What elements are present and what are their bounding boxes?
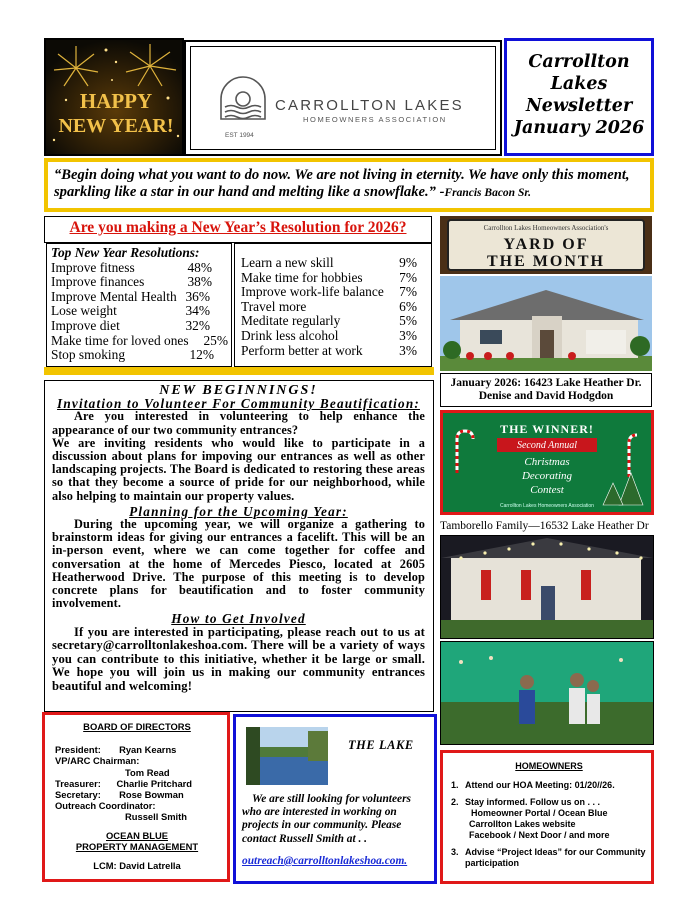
resolution-row: Meditate regularly 5% xyxy=(241,313,417,329)
resolution-row: Lose weight 34% xyxy=(51,303,210,319)
contest-line5: Contest xyxy=(530,484,564,496)
article-paragraph: Are you interested in volunteering to help enhance the appearance of our two community entrances? xyxy=(52,409,425,437)
hny-line2: NEW YEAR! xyxy=(58,115,174,137)
quote-text: “Begin doing what you want to do now. We are not living in eternity. We have only this moment, sparkling like a star in our hand and melting like a snowflake.” - xyxy=(54,167,630,200)
resolution-row: Make time for loved ones 25% xyxy=(51,332,228,348)
logo-name: CARROLLTON LAKES xyxy=(275,97,464,114)
article-heading-1: Invitation to Volunteer For Community Beautification: xyxy=(57,396,420,412)
resolution-row: Travel more 6% xyxy=(241,298,417,314)
outreach-email-link[interactable]: outreach@carrolltonlakeshoa.com. xyxy=(242,855,408,867)
title-line: Carrollton xyxy=(528,52,630,72)
article-paragraph: If you are interested in participating, please reach out to us at secretary@carrolltonlakeshoa.com. There will be a variety of ways you can contribute to this initiative, whether it be large or small. We hope you will join us in making our community entrances beautiful and welcoming! xyxy=(52,624,425,694)
contest-line3: Christmas xyxy=(524,456,570,468)
contest-line2: Second Annual xyxy=(516,440,578,451)
homeowners-heading: HOMEOWNERS xyxy=(515,761,583,771)
yellow-divider xyxy=(44,367,434,375)
fireworks-graphic xyxy=(46,40,184,156)
title-line: January 2026 xyxy=(513,118,645,138)
homeowners-item: 2. Stay informed. Follow us on . . . Homeowner Portal / Ocean Blue Carrollton Lakes website Facebook / Next Door / and more xyxy=(451,797,610,840)
resolution-row: Improve Mental Health 36% xyxy=(51,288,210,304)
newsletter-title xyxy=(504,38,654,156)
lake-photo xyxy=(246,727,328,785)
board-outreach-name: Russell Smith xyxy=(125,811,187,823)
hny-line1: HAPPY xyxy=(79,89,153,113)
resolutions-list-left xyxy=(46,243,232,367)
resolution-row: Improve fitness 48% xyxy=(51,259,212,275)
logo-sub: HOMEOWNERS ASSOCIATION xyxy=(303,115,447,124)
contest-winner-sign xyxy=(440,410,654,515)
hoa-logo xyxy=(191,47,501,155)
resolution-question: Are you making a New Year’s Resolution for 2026? xyxy=(44,216,432,243)
resolution-row: Improve diet 32% xyxy=(51,317,210,333)
quote-box xyxy=(44,158,654,212)
resolution-row: Stop smoking 12% xyxy=(51,347,214,363)
family-photo xyxy=(440,641,654,745)
lake-title: THE LAKE xyxy=(348,738,414,752)
article-heading-2: Planning for the Upcoming Year: xyxy=(129,503,348,519)
board-vp-label: VP/ARC Chairman: xyxy=(55,755,140,767)
resolution-row: Perform better at work 3% xyxy=(241,342,417,358)
hoa-logo-box xyxy=(184,40,502,156)
board-heading: BOARD OF DIRECTORS xyxy=(83,721,191,732)
board-secretary: Secretary: Rose Bowman xyxy=(55,789,184,801)
management-line2: PROPERTY MANAGEMENT xyxy=(75,840,199,852)
homeowners-box xyxy=(440,750,654,884)
resolutions-heading: Top New Year Resolutions: xyxy=(51,245,200,260)
quote-author: Francis Bacon Sr. xyxy=(444,187,532,199)
resolutions-list-right xyxy=(234,243,432,367)
board-outreach-label: Outreach Coordinator: xyxy=(55,800,156,812)
follow-portal: Homeowner Portal / Ocean Blue xyxy=(471,808,608,818)
the-lake-box xyxy=(233,714,437,884)
management-line1: OCEAN BLUE xyxy=(106,829,168,841)
homeowners-item: 3. Advise “Project Ideas” for our Community participation xyxy=(451,847,646,868)
yard-sign-line1: YARD OF xyxy=(503,236,589,253)
board-treasurer: Treasurer: Charlie Pritchard xyxy=(55,777,193,789)
board-president: President: Ryan Kearns xyxy=(55,744,177,756)
resolution-row: Improve work-life balance 7% xyxy=(241,284,417,300)
follow-social: Facebook / Next Door / and more xyxy=(469,830,610,840)
contest-line1: THE WINNER! xyxy=(500,422,594,436)
yard-sign-line2: THE MONTH xyxy=(486,253,606,270)
resolution-row: Learn a new skill 9% xyxy=(241,255,417,270)
sun-water-logo-icon xyxy=(221,77,265,119)
contest-line4: Decorating xyxy=(521,470,573,482)
yard-house-photo xyxy=(440,276,652,371)
article-paragraph: We are inviting residents who would like to participate in a discussion about plans for impoving our entrances as well as other landscaping projects. The Board is dedicated to restoring these areas so that they become a source of pride for our neighborhood, while also helping to maintain our property values. xyxy=(52,435,425,503)
board-of-directors-box xyxy=(42,712,230,882)
article-paragraph: During the upcoming year, we will organize a gathering to brainstorm ideas for giving our entrances a facelift. This will be an in-person event, where we can come together for coffee and conversation at the home of Mercedes Piesco, located at 2605 Heatherwood Drive. The purpose of this meeting is to develop concrete plans for beautification and to foster community involvement. xyxy=(52,517,425,611)
decorated-house-photo xyxy=(440,535,654,639)
title-line: Newsletter xyxy=(525,96,633,116)
tamborello-caption: Tamborello Family—16532 Lake Heather Dr xyxy=(440,520,649,532)
lake-text: We are still looking for volunteers who are interested in working on projects in our community. Please contact Russell Smith at . . xyxy=(242,793,411,845)
homeowners-item: 1. Attend our HOA Meeting: 01/20//26. xyxy=(451,780,615,790)
follow-website: Carrollton Lakes website xyxy=(469,819,576,829)
logo-est: EST 1994 xyxy=(225,132,254,139)
article-heading-3: How to Get Involved xyxy=(171,611,306,627)
happy-new-year-image xyxy=(44,38,184,156)
yard-of-month-sign xyxy=(440,216,652,274)
article-title: NEW BEGINNINGS! xyxy=(159,383,318,398)
contest-footer: Carrollton Lakes Homeowners Association xyxy=(500,503,594,509)
yard-caption: January 2026: 16423 Lake Heather Dr. Denise and David Hodgdon xyxy=(440,373,652,407)
title-line: Lakes xyxy=(550,74,608,94)
board-vp-name: Tom Read xyxy=(125,766,170,778)
lcm-line: LCM: David Latrella xyxy=(93,860,181,872)
resolution-row: Make time for hobbies 7% xyxy=(241,269,417,285)
yard-sign-top: Carrollton Lakes Homeowners Association's xyxy=(483,224,609,232)
new-beginnings-article xyxy=(44,380,434,712)
resolution-row: Drink less alcohol 3% xyxy=(241,327,417,343)
resolution-row: Improve finances 38% xyxy=(51,274,212,290)
